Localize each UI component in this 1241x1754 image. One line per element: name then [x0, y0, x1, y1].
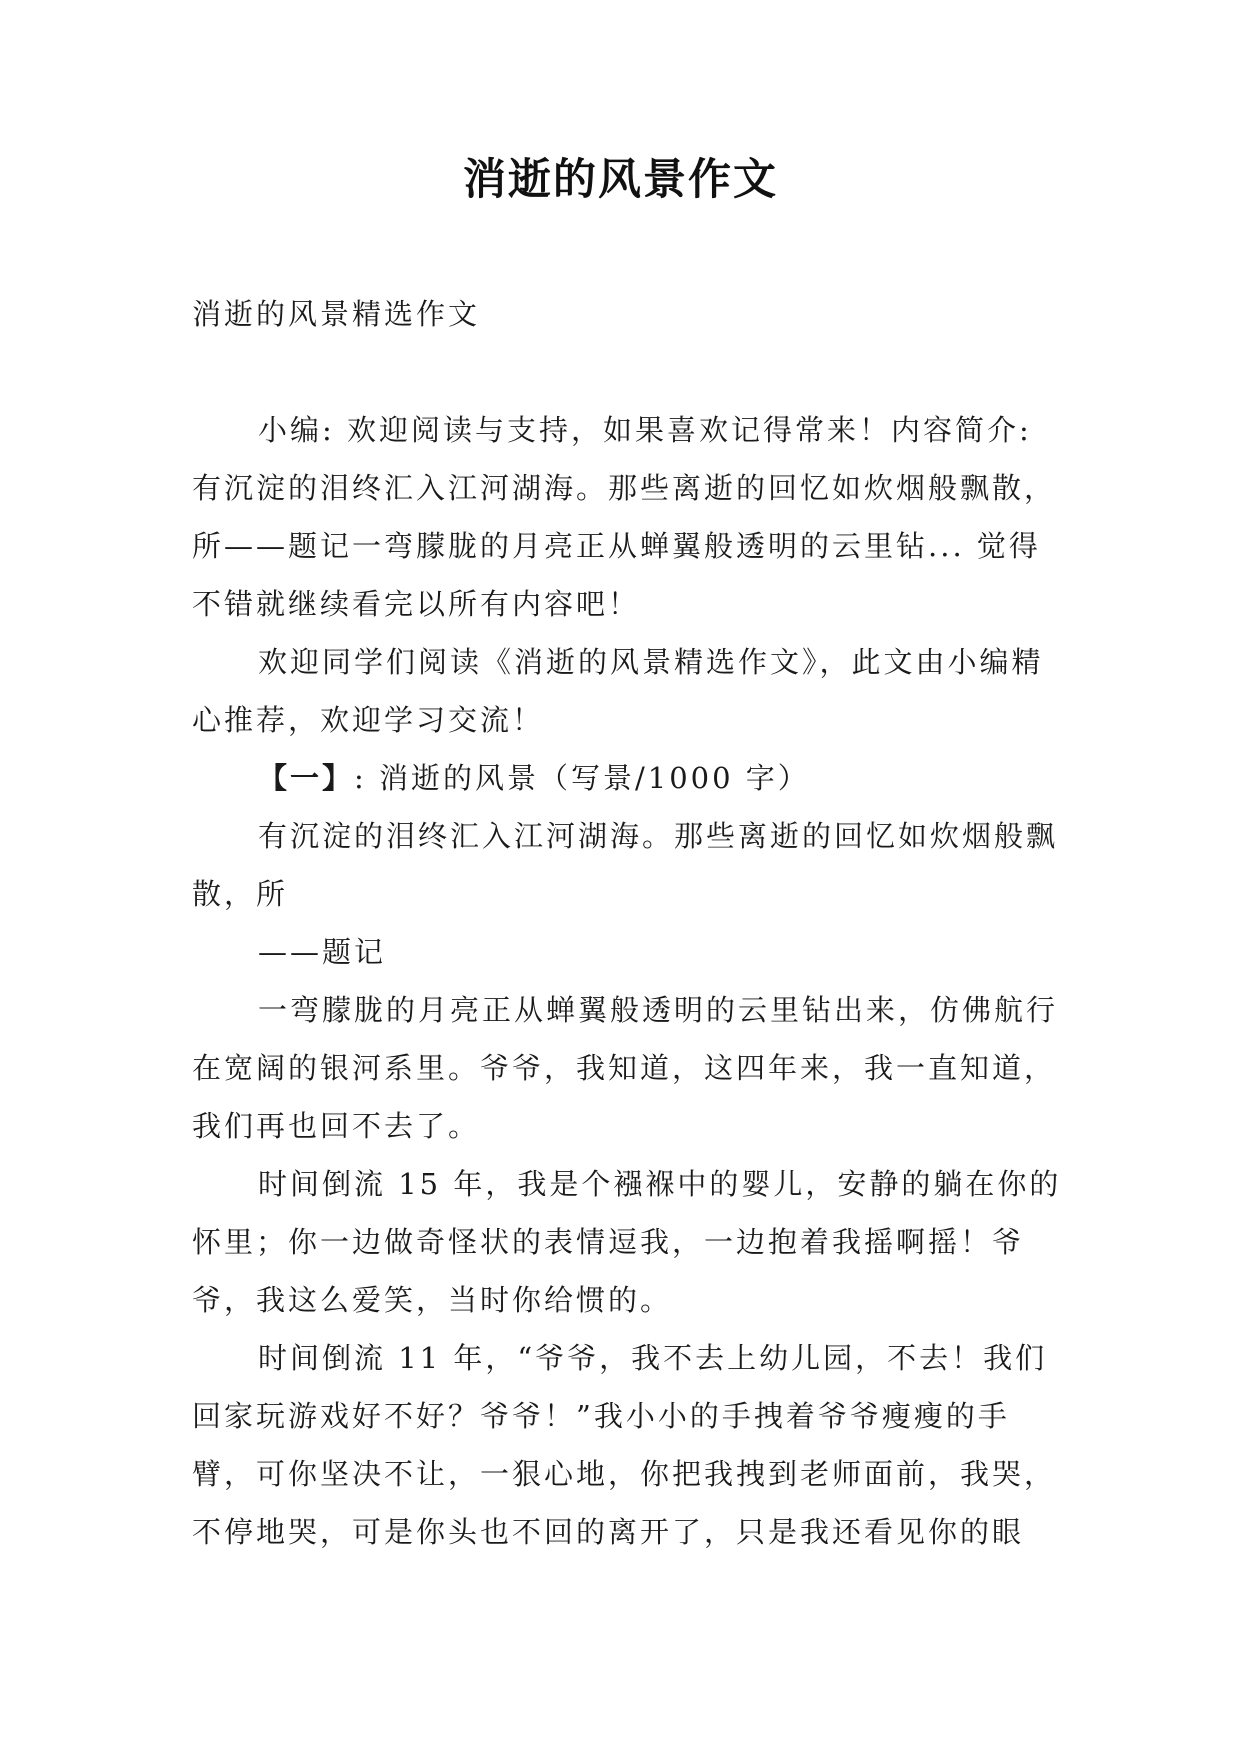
- welcome-paragraph: 欢迎同学们阅读《消逝的风景精选作文》，此文由小编精心推荐，欢迎学习交流！: [192, 645, 1044, 737]
- paragraph-2: 一弯朦胧的月亮正从蝉翼般透明的云里钻出来，仿佛航行在宽阔的银河系里。爷爷，我知道，这四年来，我一直知道，我们再也回不去了。: [192, 993, 1059, 1143]
- paragraph-4: 时间倒流 11 年，“爷爷，我不去上幼儿园，不去！我们回家玩游戏好不好？爷爷！”我小小的手拽着爷爷瘦瘦的手臂，可你坚决不让，一狠心地，你把我拽到老师面前，我哭，不停地哭，可是你头也不回的离开了，只是我还看见你的眼: [192, 1341, 1057, 1549]
- intro-paragraph: 小编: 欢迎阅读与支持，如果喜欢记得常来！内容简介: 有沉淀的泪终汇入江河湖海。那些离逝的回忆如炊烟般飘散，所——题记一弯朦胧的月亮正从蝉翼般透明的云里钻... 觉得不错就继续看完以所有内容吧！: [192, 413, 1057, 621]
- document-title: 消逝的风景作文: [463, 155, 778, 205]
- epigraph: ——题记: [258, 935, 387, 969]
- document-subtitle: 消逝的风景精选作文: [192, 297, 481, 331]
- paragraph-1: 有沉淀的泪终汇入江河湖海。那些离逝的回忆如炊烟般飘散，所: [192, 819, 1059, 911]
- paragraph-3: 时间倒流 15 年，我是个襁褓中的婴儿，安静的躺在你的怀里；你一边做奇怪状的表情逗我，一边抱着我摇啊摇！爷爷，我这么爱笑，当时你给惯的。: [192, 1167, 1062, 1317]
- document-body: [192, 285, 1072, 1561]
- section-title: : 消逝的风景（写景/1000 字）: [354, 761, 810, 795]
- section-heading: [192, 749, 1072, 807]
- section-number: 【一】: [258, 761, 355, 795]
